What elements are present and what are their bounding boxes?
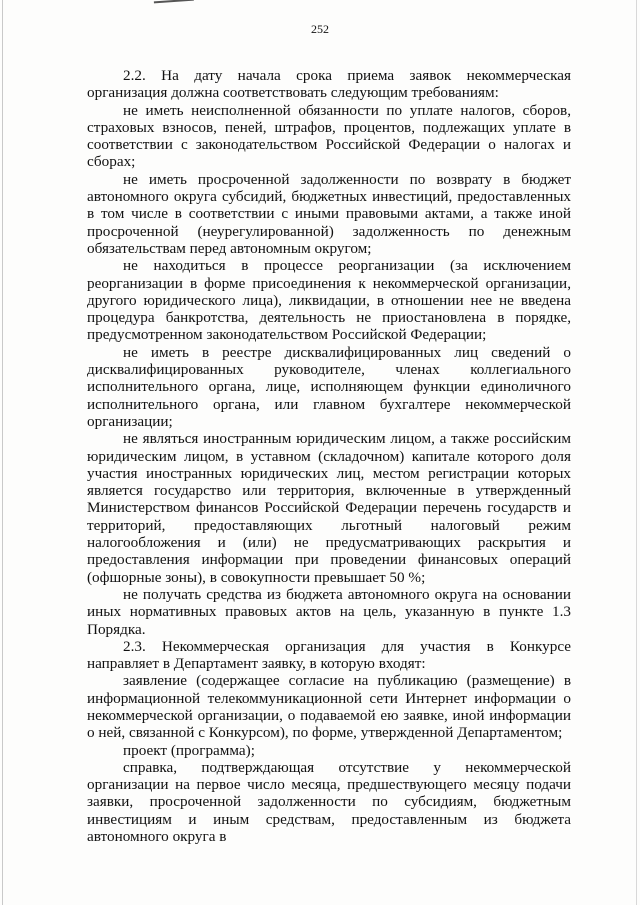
- paragraph: справка, подтверждающая отсутствие у некоммерческой организации на первое число месяца, предшествующего месяцу подачи заявки, просроченной задолженности по субсидиям, бюджетным инвестициям и иным средствам, предоставленным из бюджета автономного округа в: [87, 758, 571, 846]
- paragraph: проект (программа);: [123, 741, 255, 759]
- paragraph: не иметь в реестре дисквалифицированных лиц сведений о дисквалифицированных руководителе, членах коллегиального исполнительного органа, лице, исполняющем функции единоличного исполнительного органа, или главном бухгалтере некоммерческой организации;: [87, 343, 571, 430]
- paragraph: не иметь неисполненной обязанности по уплате налогов, сборов, страховых взносов, пеней, штрафов, процентов, подлежащих уплате в соответствии с законодательством Российской Федерации о налогах и сборах;: [87, 101, 571, 171]
- paragraph: 2.3. Некоммерческая организация для участия в Конкурсе направляет в Департамент заявку, в которую входят:: [87, 637, 571, 673]
- scan-edge-right: [636, 0, 637, 905]
- scan-mark: [154, 0, 194, 7]
- paragraph: не находиться в процессе реорганизации (за исключением реорганизации в форме присоединения к некоммерческой организации, другого юридического лица), ликвидации, в отношении нее не введена процедура банкротства, деятельность не приостановлена в порядке, предусмотренном законодательством Российской Федерации;: [87, 257, 571, 344]
- paragraph: не получать средства из бюджета автономного округа на основании иных нормативных правовых актов на цель, указанную в пункте 1.3 Порядка.: [87, 585, 571, 638]
- document-body: [87, 67, 571, 845]
- paragraph: заявление (содержащее согласие на публикацию (размещение) в информационной телекоммуникационной сети Интернет информации о некоммерческой организации, о подаваемой ею заявке, иной информации о ней, связанной с Конкурсом), по форме, утвержденной Департаментом;: [87, 672, 571, 742]
- page-number: 252: [311, 22, 329, 36]
- paragraph: не являться иностранным юридическим лицом, а также российским юридическим лицом, в уставном (складочном) капитале которого доля участия иностранных юридических лиц, местом регистрации которых является государство или территория, включенные в утвержденный Министерством финансов Российской Федерации перечень государств и территорий, предоставляющих льготный налоговый режим налогообложения и (или) не предусматривающих раскрытия и предоставления информации при проведении финансовых операций (офшорные зоны), в совокупности превышает 50 %;: [87, 430, 571, 586]
- scan-edge-left: [2, 0, 3, 905]
- paragraph: 2.2. На дату начала срока приема заявок некоммерческая организация должна соответствовать следующим требованиям:: [87, 67, 571, 102]
- paragraph: не иметь просроченной задолженности по возврату в бюджет автономного округа субсидий, бюджетных инвестиций, предоставленных в том числе в соответствии с иными правовыми актами, а также иной просроченной (неурегулированной) задолженность по денежным обязательствам перед автономным округом;: [87, 170, 571, 257]
